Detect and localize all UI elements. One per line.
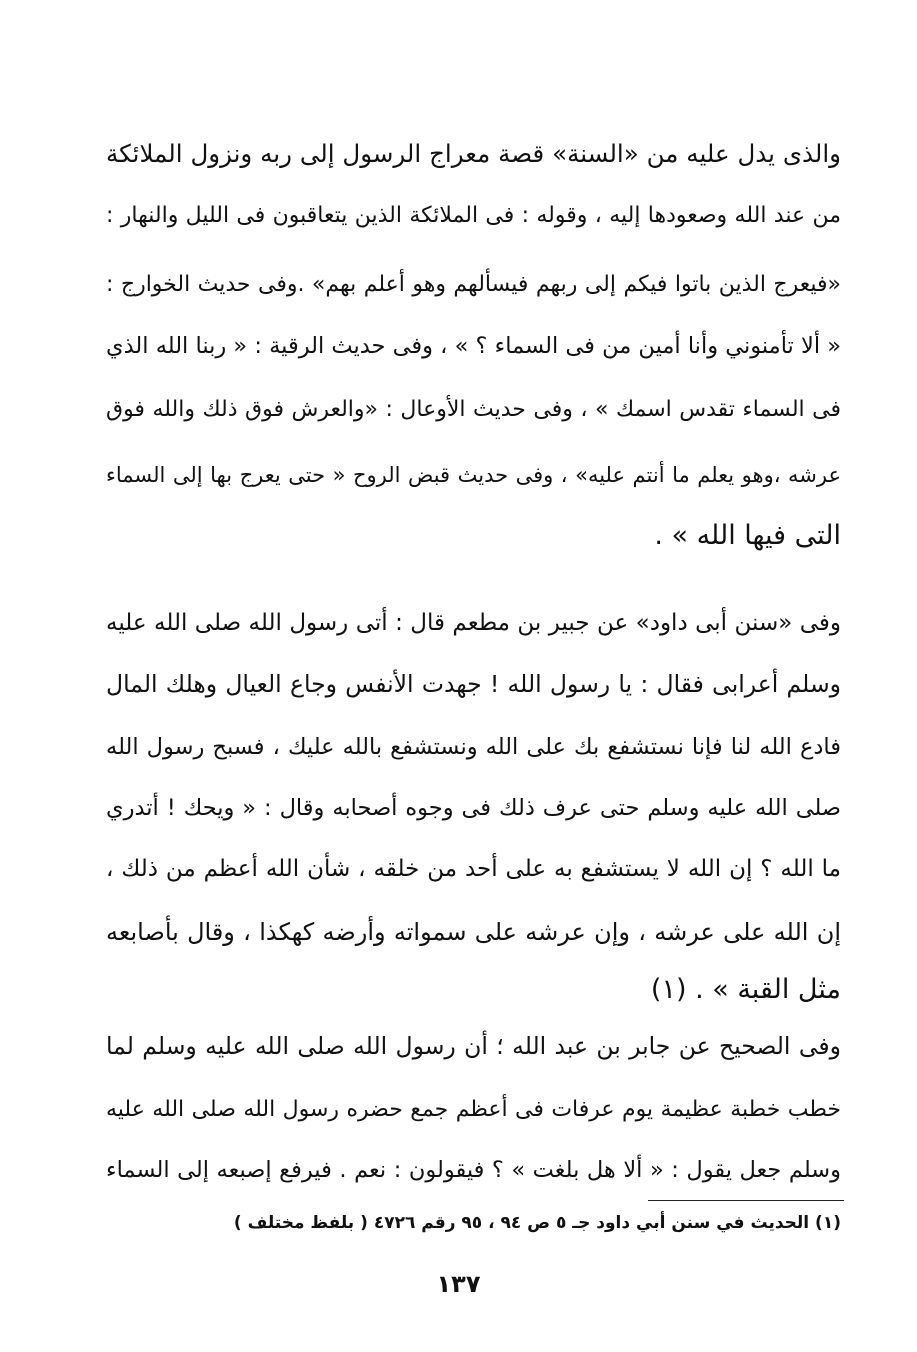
page-number: ١٣٧ xyxy=(436,1270,481,1298)
footnote: (١) الحديث في سنن أبي داود جـ ٥ ص ٩٤ ، ٩٥ رقم ٤٧٢٦ ( بلفظ مختلف ) xyxy=(233,1213,841,1233)
text-line: إن الله على عرشه ، وإن عرشه على سمواته وأرضه كهكذا ، وقال بأصابعه xyxy=(106,918,841,946)
text-line: فى السماء تقدس اسمك » ، وفى حديث الأوعال : «والعرش فوق ذلك والله فوق xyxy=(106,397,841,422)
text-line: «فيعرج الذين باتوا فيكم إلى ربهم فيسألهم وهو أعلم بهم» .وفى حديث الخوارج : xyxy=(106,272,841,297)
text-line: والذى يدل عليه من «السنة» قصة معراج الرسول إلى ربه ونزول الملائكة xyxy=(106,139,841,168)
text-line: التى فيها الله » . xyxy=(654,520,841,551)
text-line: فادع الله لنا فإنا نستشفع بك على الله ونستشفع بالله عليك ، فسبح رسول الله xyxy=(106,734,841,760)
text-line: خطب خطبة عظيمة يوم عرفات فى أعظم جمع حضره رسول الله صلى الله عليه xyxy=(106,1097,841,1122)
text-line: مثل القبة » . (١) xyxy=(650,974,841,1005)
text-line: وسلم أعرابى فقال : يا رسول الله ! جهدت الأنفس وجاع العيال وهلك المال xyxy=(106,670,841,698)
text-line: وسلم جعل يقول : « ألا هل بلغت » ؟ فيقولون : نعم . فيرفع إصبعه إلى السماء xyxy=(106,1157,841,1183)
text-line: صلى الله عليه وسلم حتى عرف ذلك فى وجوه أصحابه وقال : « ويحك ! أتدري xyxy=(106,795,841,821)
text-line: « ألا تأمنوني وأنا أمين من فى السماء ؟ » ، وفى حديث الرقية : « ربنا الله الذي xyxy=(106,333,841,359)
text-line: ما الله ؟ إن الله لا يستشفع به على أحد من خلقه ، شأن الله أعظم من ذلك ، xyxy=(106,856,841,882)
text-line: وفى «سنن أبى داود» عن جبير بن مطعم قال : أتى رسول الله صلى الله عليه xyxy=(106,610,841,636)
footnote-divider xyxy=(648,1200,844,1201)
text-line: وفى الصحيح عن جابر بن عبد الله ؛ أن رسول الله صلى الله عليه وسلم لما xyxy=(106,1032,841,1060)
text-line: عرشه ،وهو يعلم ما أنتم عليه» ، وفى حديث قبض الروح « حتى يعرج بها إلى السماء xyxy=(106,463,841,487)
text-line: من عند الله وصعودها إليه ، وقوله : فى الملائكة الذين يتعاقبون فى الليل والنهار : xyxy=(106,203,841,228)
